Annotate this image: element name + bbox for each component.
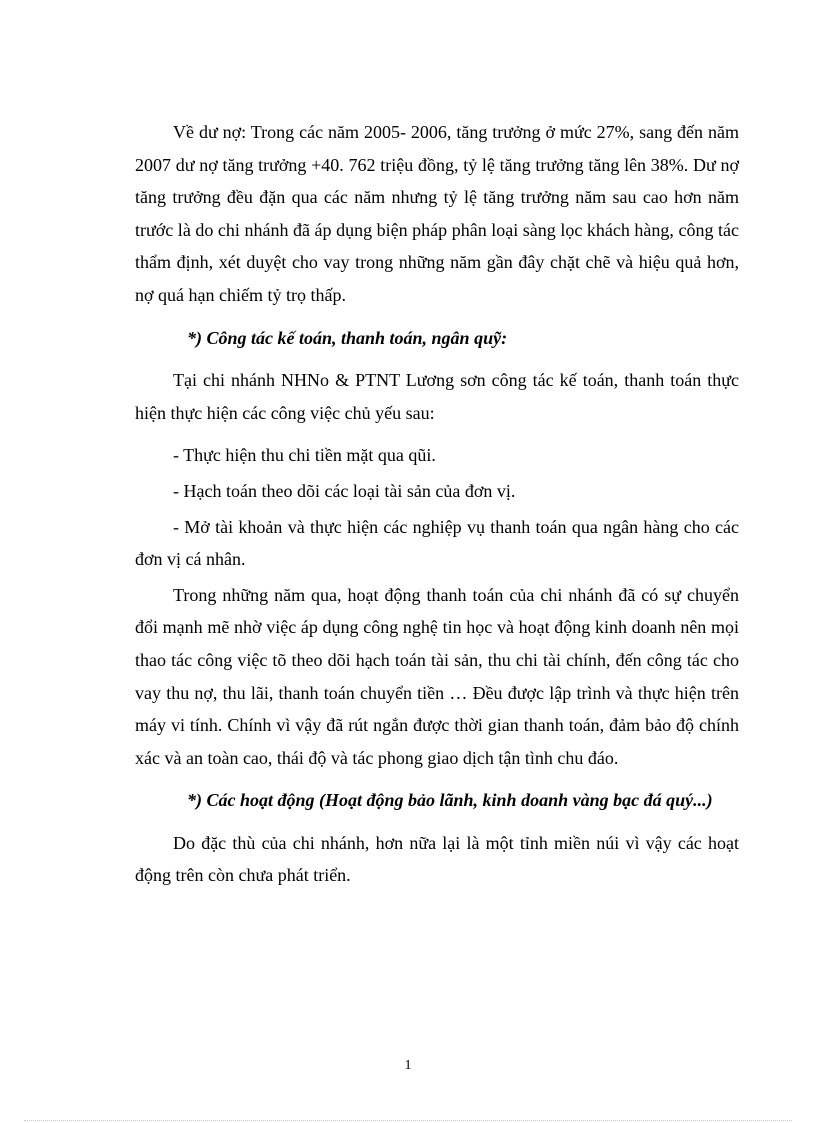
heading-accounting: *) Công tác kế toán, thanh toán, ngân quỹ: — [187, 327, 508, 348]
list-item-cash: - Thực hiện thu chi tiền mặt qua qũi. — [173, 445, 436, 466]
list-item-assets: - Hạch toán theo dõi các loại tài sản của đơn vị. — [173, 480, 516, 501]
document-body — [135, 116, 739, 892]
list-item-accounts: - Mở tài khoản và thực hiện các nghiệp vụ thanh toán qua ngân hàng cho các đơn vị cá nhân. — [135, 516, 739, 570]
paragraph-accounting-intro: Tại chi nhánh NHNo & PTNT Lương sơn công tác kế toán, thanh toán thực hiện thực hiện các công việc chủ yếu sau: — [135, 370, 739, 423]
page-number: 1 — [404, 1058, 412, 1073]
paragraph-payment-activity: Trong những năm qua, hoạt động thanh toán của chi nhánh đã có sự chuyển đổi mạnh mẽ nhờ việc áp dụng công nghệ tin học và hoạt động kinh doanh nên mọi thao tác công việc tõ theo dõi hạch toán tài sản, thu chi tài chính, đến công tác cho vay thu nợ, thu lãi, thanh toán chuyển tiền … Đều được lập trình và thực hiện trên máy vi tính. Chính vì vậy đã rút ngắn được thời gian thanh toán, đảm bảo độ chính xác và an toàn cao, thái độ và tác phong giao dịch tận tình chu đáo. — [135, 584, 739, 768]
heading-other-activities: *) Các hoạt động (Hoạt động bảo lãnh, kinh doanh vàng bạc đá quý...) — [187, 790, 713, 811]
paragraph-other-activities: Do đặc thù của chi nhánh, hơn nữa lại là một tỉnh miền núi vì vậy các hoạt động trên còn chưa phát triển. — [135, 832, 739, 886]
paragraph-debt-growth: Về dư nợ: Trong các năm 2005- 2006, tăng trưởng ở mức 27%, sang đến năm 2007 dư nợ tăng trưởng +40. 762 triệu đồng, tỷ lệ tăng trưởng tăng lên 38%. Dư nợ tăng trưởng đều đặn qua các năm nhưng tỷ lệ tăng trưởng năm sau cao hơn năm trước là do chi nhánh đã áp dụng biện pháp phân loại sàng lọc khách hàng, công tác thẩm định, xét duyệt cho vay trong những năm gần đây chặt chẽ và hiệu quả hơn, nợ quá hạn chiếm tỷ trọ thấp. — [135, 122, 739, 305]
page-bottom-divider — [24, 1120, 792, 1121]
